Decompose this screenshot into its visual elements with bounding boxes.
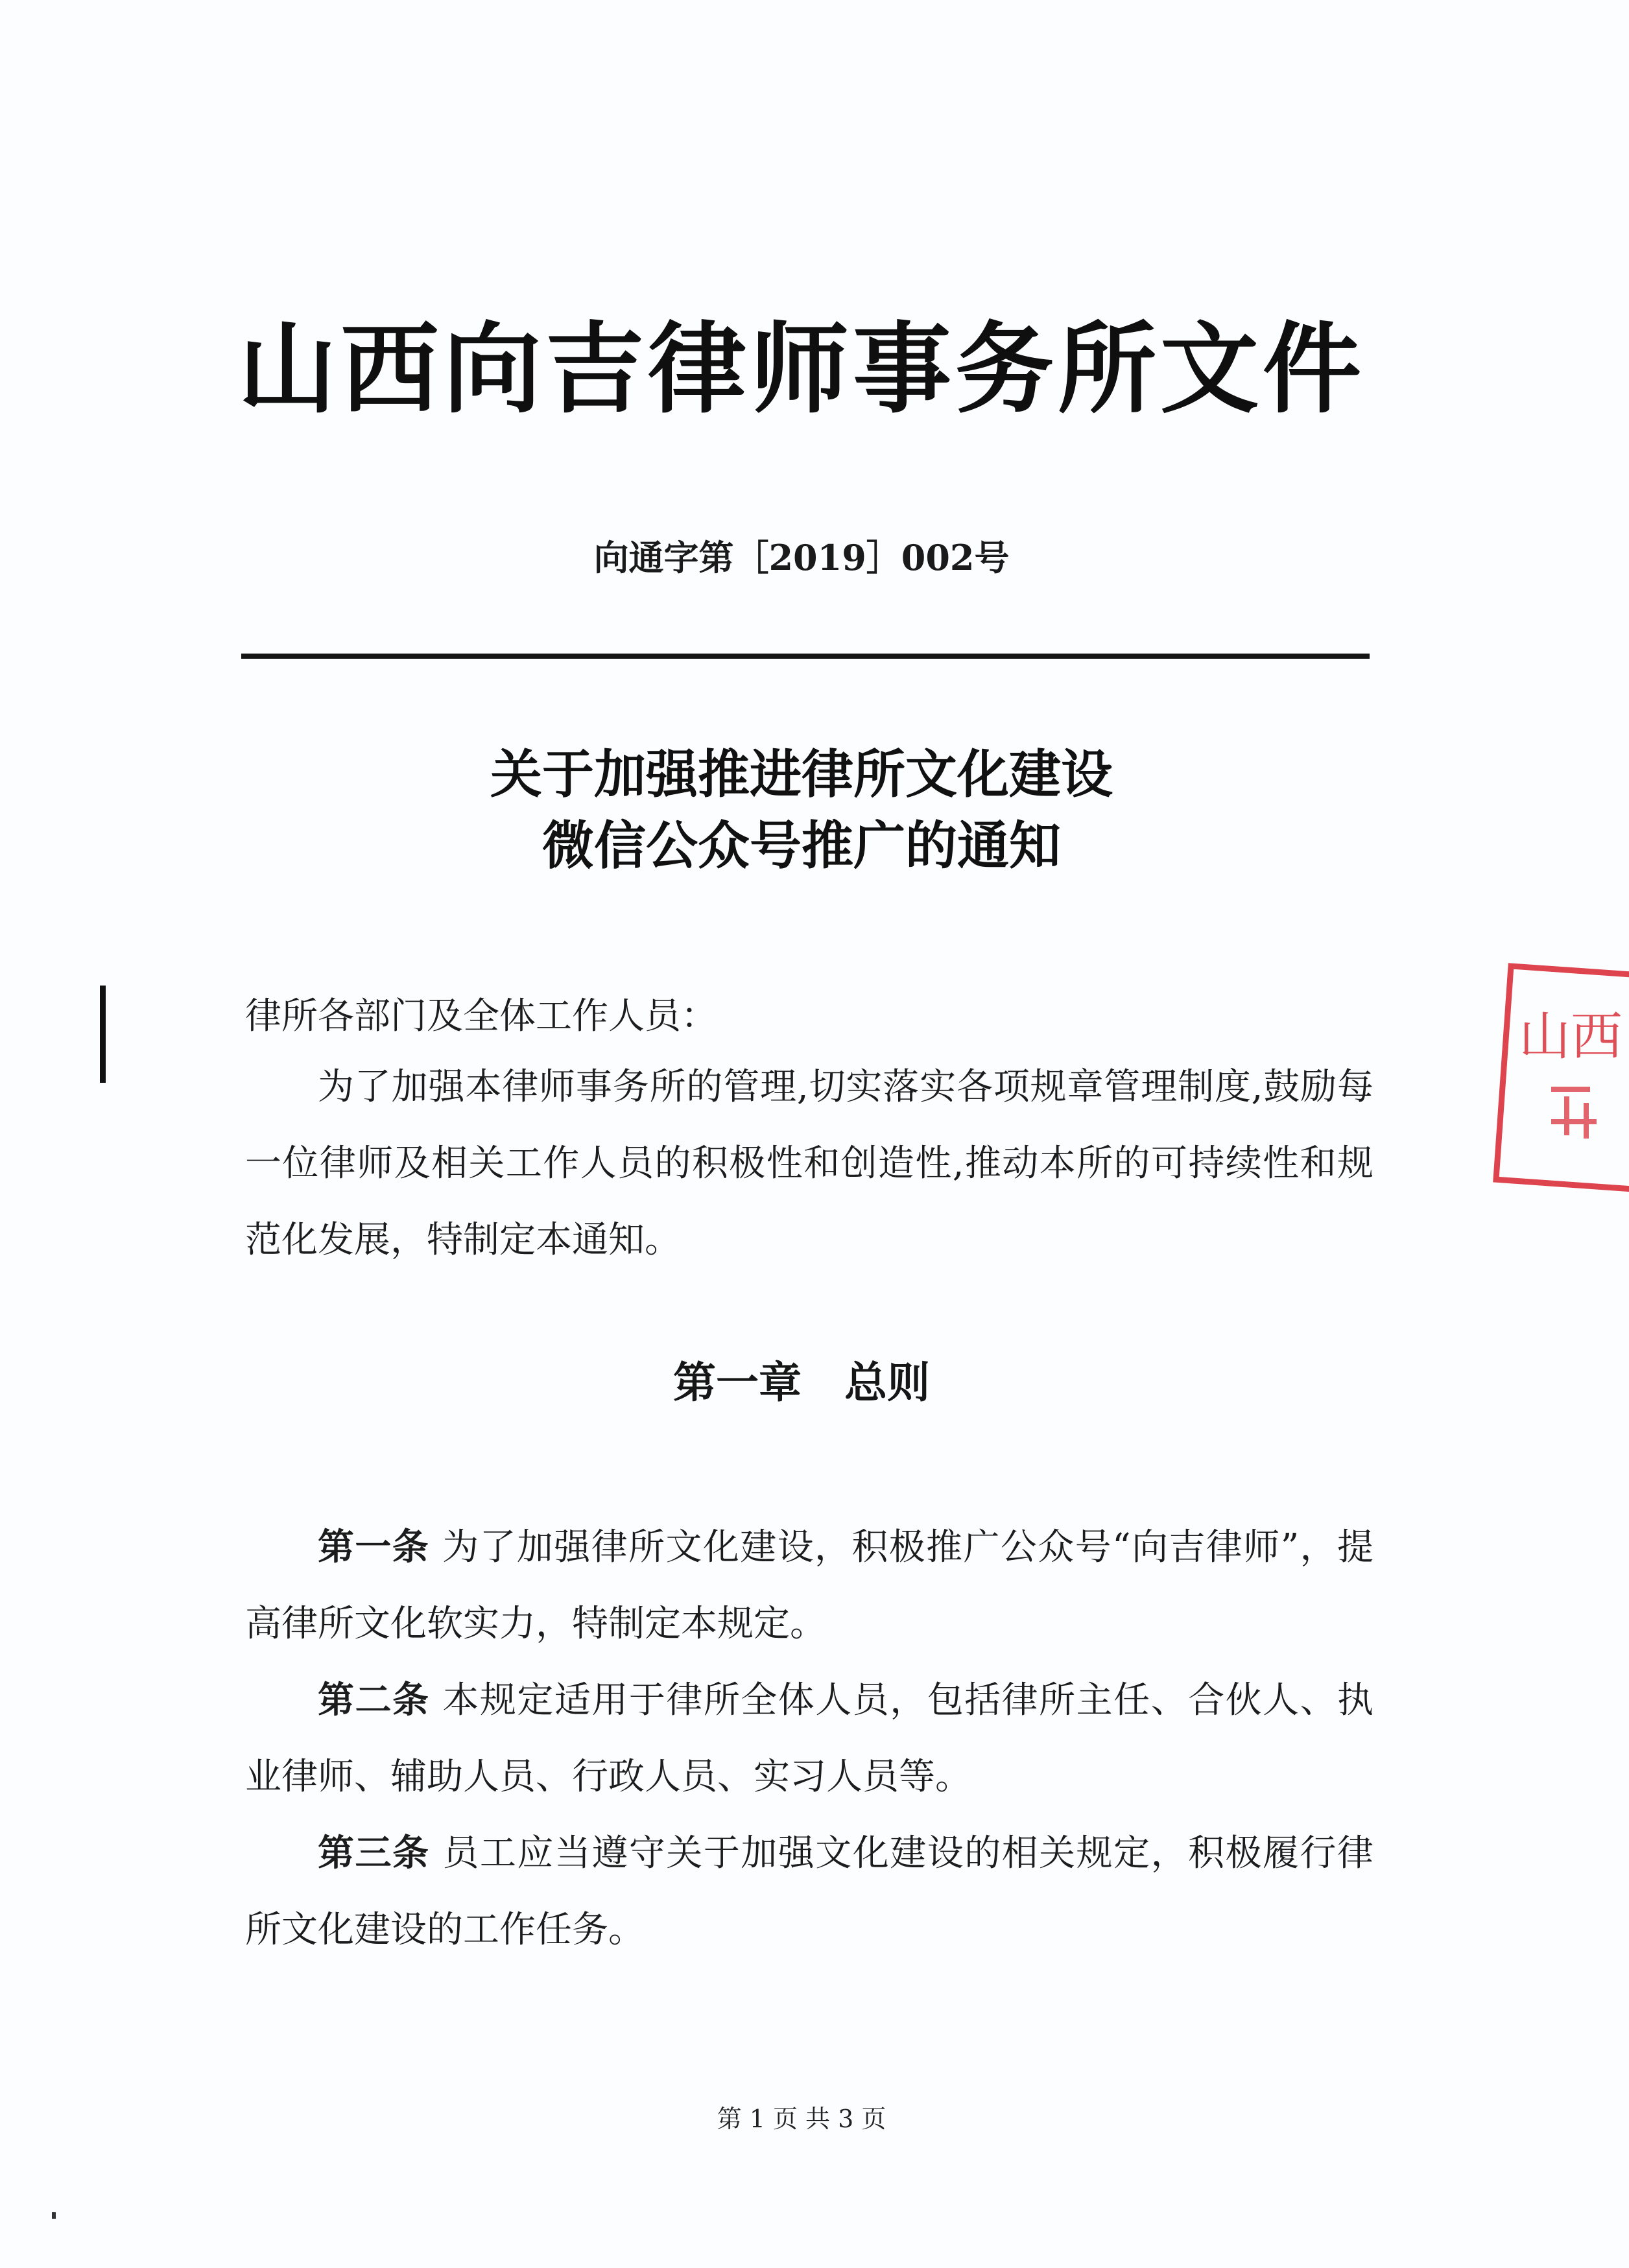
chapter-heading: 第一章 总则 [673,1358,930,1408]
seal-text: 山西 [1519,1006,1623,1067]
article-3-text: 员工应当遵守关于加强文化建设的相关规定，积极履行律所文化建设的工作任务。 [245,1832,1374,1951]
article-3 [245,1815,1373,1968]
article-1 [245,1509,1373,1662]
article-1-number: 第一条 [318,1526,430,1568]
page-footer: 第 1 页 共 3 页 [717,2105,886,2133]
header-divider [241,654,1370,659]
article-3-number: 第三条 [318,1832,430,1874]
salutation: 律所各部门及全体工作人员： [245,995,717,1037]
document-header-title: 山西向吉律师事务所文件 [238,312,1365,427]
article-2 [245,1662,1373,1815]
notice-title [0,739,1603,882]
article-2-number: 第二条 [318,1679,430,1721]
intro-paragraph: 为了加强本律师事务所的管理,切实落实各项规章管理制度,鼓励每一位律师及相关工作人员的积极性和创造性,推动本所的可持续性和规范化发展，特制定本通知。 [245,1066,1373,1261]
scan-speck [52,2212,56,2219]
seal-graphic [1499,957,1629,1190]
document-number: 向通字第［2019］002号 [593,537,1010,578]
red-seal-stamp [1499,957,1629,1190]
margin-mark [100,986,106,1083]
article-1-text: 为了加强律所文化建设，积极推广公众号“向吉律师”，提高律所文化软实力，特制定本规定。 [245,1526,1373,1645]
notice-title-line2: 微信公众号推广的通知 [542,816,1061,876]
article-2-text: 本规定适用于律所全体人员，包括律所主任、合伙人、执业律师、辅助人员、行政人员、实习人员等。 [245,1679,1374,1798]
notice-title-line1: 关于加强推进律所文化建设 [490,744,1113,805]
